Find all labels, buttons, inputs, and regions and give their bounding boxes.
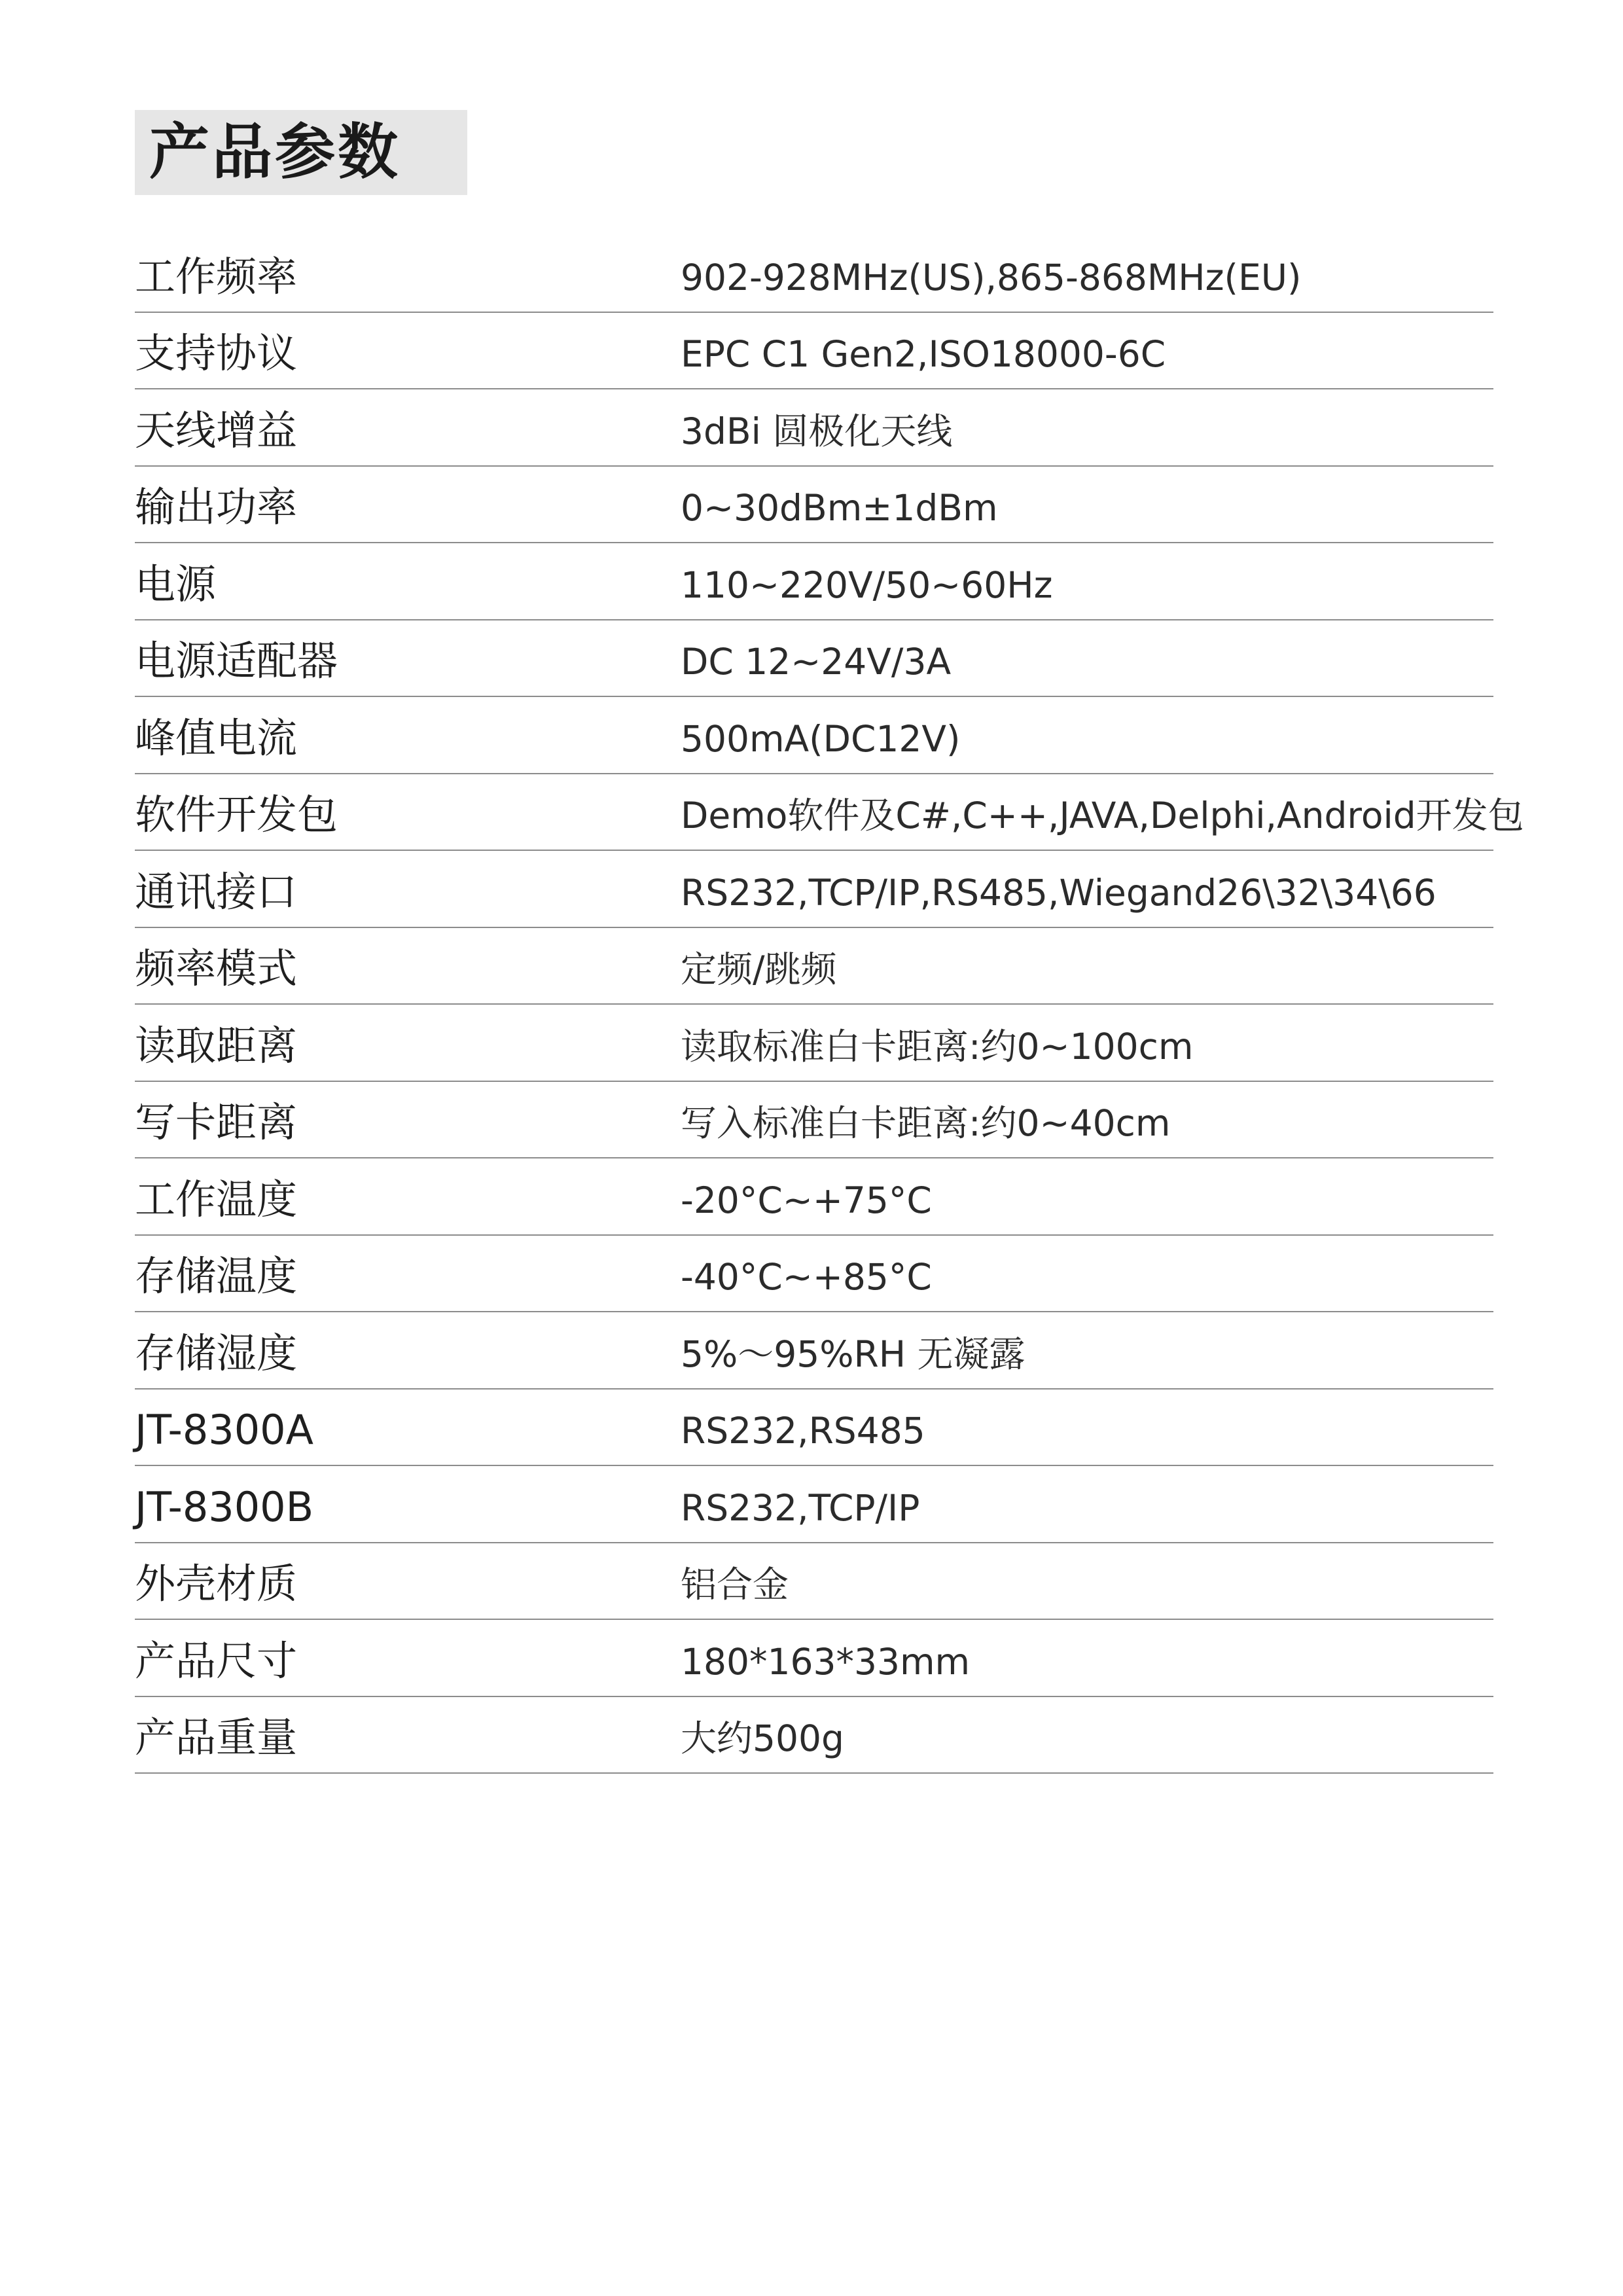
spec-label: 存储湿度 <box>135 1329 298 1377</box>
spec-row-protocol <box>135 313 1493 390</box>
spec-row-power-supply <box>135 543 1493 620</box>
spec-value: RS232,TCP/IP,RS485,Wiegand26\32\34\66 <box>681 871 1436 914</box>
spec-row-model-a <box>135 1390 1493 1467</box>
spec-row-power-adapter <box>135 620 1493 698</box>
spec-label: 外壳材质 <box>135 1560 298 1607</box>
spec-value: RS232,TCP/IP <box>681 1486 920 1529</box>
spec-label: 支持协议 <box>135 329 298 377</box>
spec-value: 180*163*33mm <box>681 1640 971 1683</box>
spec-row-frequency-mode <box>135 928 1493 1005</box>
spec-value: 5%～95%RH 无凝露 <box>681 1333 1026 1375</box>
spec-label: 峰值电流 <box>135 713 298 762</box>
section-title-box <box>135 110 467 195</box>
spec-value: 902-928MHz(US),865-868MHz(EU) <box>681 256 1302 298</box>
spec-row-storage-humidity <box>135 1312 1493 1390</box>
spec-row-dimensions <box>135 1620 1493 1697</box>
section-title: 产品参数 <box>149 117 401 187</box>
spec-value: 大约500g <box>681 1717 844 1759</box>
spec-row-model-b <box>135 1466 1493 1543</box>
spec-label: 软件开发包 <box>135 791 338 838</box>
spec-label: 频率模式 <box>135 944 298 992</box>
spec-row-interface <box>135 851 1493 928</box>
spec-value: EPC C1 Gen2,ISO18000-6C <box>681 333 1166 375</box>
spec-row-peak-current <box>135 697 1493 774</box>
spec-value: -40°C~+85°C <box>681 1256 932 1298</box>
spec-label: 电源 <box>135 560 217 608</box>
spec-label: 通讯接口 <box>135 867 298 916</box>
spec-label: JT-8300A <box>135 1406 314 1454</box>
spec-row-storage-temperature <box>135 1236 1493 1313</box>
spec-value: 读取标准白卡距离:约0~100cm <box>681 1025 1194 1067</box>
spec-label: 产品重量 <box>135 1713 298 1761</box>
spec-table <box>135 236 1524 1774</box>
spec-label: 工作温度 <box>135 1175 298 1223</box>
spec-label: 电源适配器 <box>135 637 338 685</box>
spec-value: 0~30dBm±1dBm <box>681 487 998 529</box>
spec-value: 铝合金 <box>681 1564 789 1605</box>
spec-value: 写入标准白卡距离:约0~40cm <box>681 1102 1171 1144</box>
spec-label: 产品尺寸 <box>135 1636 298 1685</box>
spec-value: 500mA(DC12V) <box>681 717 961 760</box>
spec-value: -20°C~+75°C <box>681 1179 932 1221</box>
spec-row-operating-temperature <box>135 1158 1493 1236</box>
spec-row-antenna-gain <box>135 389 1493 467</box>
spec-row-write-distance <box>135 1082 1493 1159</box>
spec-label: 读取距离 <box>135 1021 298 1069</box>
spec-value: 3dBi 圆极化天线 <box>681 410 953 452</box>
spec-label: 工作频率 <box>135 252 298 300</box>
spec-row-weight <box>135 1697 1493 1774</box>
spec-label: 存储温度 <box>135 1252 298 1300</box>
spec-label: 天线增益 <box>135 406 298 454</box>
spec-value: Demo软件及C#,C++,JAVA,Delphi,Android开发包 <box>681 795 1524 836</box>
spec-value: 110~220V/50~60Hz <box>681 564 1053 606</box>
spec-row-read-distance <box>135 1005 1493 1082</box>
spec-value: DC 12~24V/3A <box>681 641 952 683</box>
spec-row-sdk <box>135 774 1524 852</box>
spec-row-working-frequency <box>135 236 1493 313</box>
spec-value: RS232,RS485 <box>681 1410 925 1452</box>
spec-value: 定频/跳频 <box>681 948 837 990</box>
spec-label: 写卡距离 <box>135 1098 298 1146</box>
spec-row-output-power <box>135 467 1493 544</box>
spec-row-housing-material <box>135 1543 1493 1621</box>
spec-label: 输出功率 <box>135 483 298 531</box>
spec-label: JT-8300B <box>135 1482 314 1531</box>
